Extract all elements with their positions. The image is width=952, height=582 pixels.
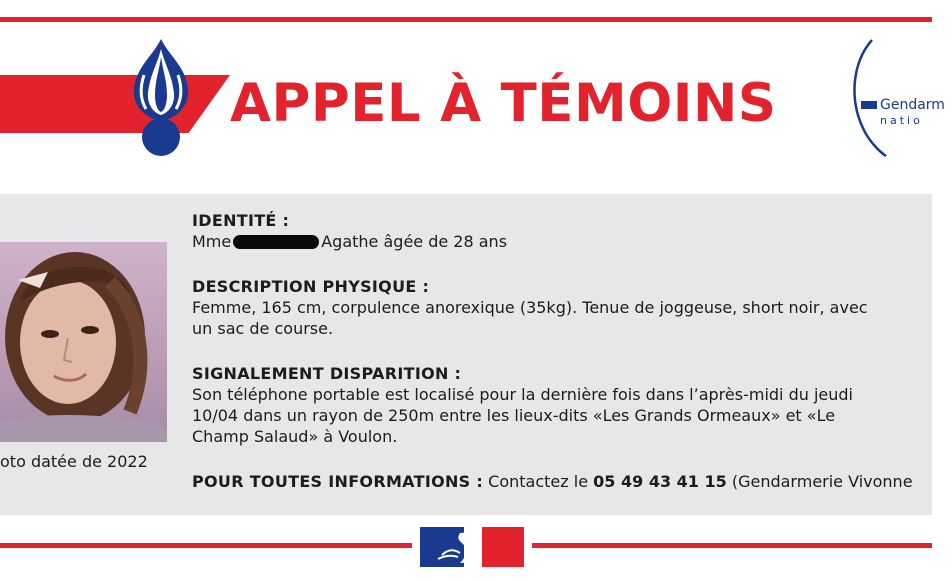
report-line-2: 10/04 dans un rayon de 250m entre les lieux-dits «Les Grands Ormeaux» et «Le [192, 406, 836, 425]
description-heading: DESCRIPTION PHYSIQUE : [192, 277, 430, 296]
footer-rule-right [532, 543, 932, 548]
identity-suffix: Agathe âgée de 28 ans [321, 232, 508, 251]
photo-caption: oto datée de 2022 [0, 452, 148, 471]
footer-rule-left [0, 543, 412, 548]
identity-prefix: Mme [192, 232, 232, 251]
marianne-logo-icon [420, 527, 524, 567]
contact-line [192, 471, 952, 492]
logo-tricolor-bar [861, 101, 877, 109]
report-heading: SIGNALEMENT DISPARITION : [192, 364, 462, 383]
portrait-illustration [0, 242, 167, 442]
logo-subtitle: natio [880, 114, 923, 127]
contact-phone[interactable]: 05 49 43 41 15 [593, 472, 727, 491]
identity-heading: IDENTITÉ : [192, 211, 290, 230]
logo-name: Gendarm [880, 97, 945, 113]
description-line-1: Femme, 165 cm, corpulence anorexique (35kg). Tenue de joggeuse, short noir, avec [192, 298, 868, 317]
redacted-name [233, 235, 319, 249]
report-line-3: Champ Salaud» à Voulon. [192, 427, 398, 446]
contact-lead: Contactez le [488, 472, 589, 491]
info-panel [0, 194, 932, 515]
contact-heading: POUR TOUTES INFORMATIONS : [192, 472, 484, 491]
description-line-2: un sac de course. [192, 319, 334, 338]
missing-person-photo [0, 242, 167, 442]
identity-line [192, 231, 952, 252]
grenade-emblem-icon [124, 35, 198, 165]
contact-tail: (Gendarmerie Vivonne [731, 472, 913, 491]
page-title: APPEL À TÉMOINS [230, 73, 777, 134]
notice-text [192, 210, 952, 492]
report-line-1: Son téléphone portable est localisé pour la dernière fois dans l’après-midi du jeudi [192, 385, 853, 404]
